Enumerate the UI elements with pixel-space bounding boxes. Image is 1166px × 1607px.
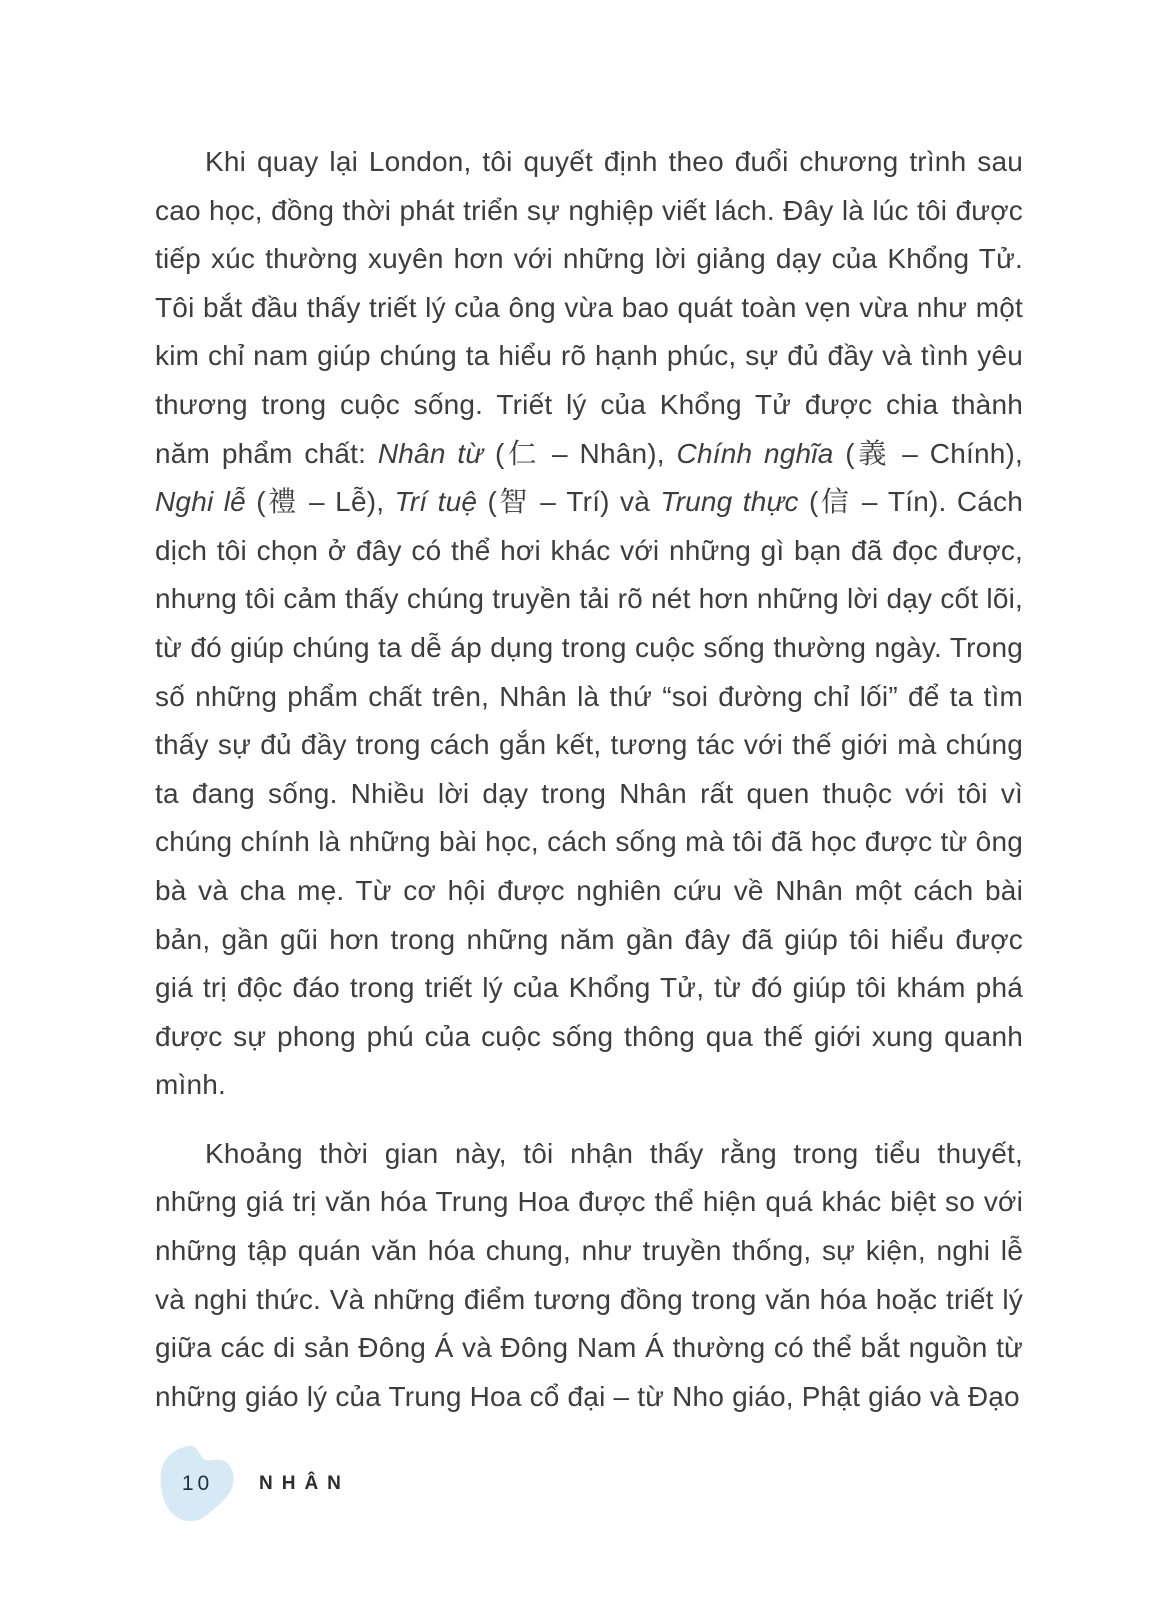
emphasized-text: Trí tuệ (394, 486, 478, 518)
body-text: Khoảng thời gian này, tôi nhận thấy rằng trong tiểu thuyết, những giá trị văn hóa Trung Hoa được thể hiện quá khác biệt so với những tập quán văn hóa chung, như truyền thống, sự kiện, nghi lễ và nghi thức. Và những điểm tương đồng trong văn hóa hoặc triết lý giữa các di sản Đông Á và Đông Nam Á thường có thể bắt nguồn từ những giáo lý của Trung Hoa cổ đại – từ Nho giáo, Phật giáo và Đạo (155, 1137, 1023, 1412)
page-number-blob (155, 1443, 237, 1525)
body-paragraph (155, 1130, 1023, 1422)
emphasized-text: Nghi lễ (155, 486, 246, 518)
emphasized-text: Chính nghĩa (676, 437, 834, 469)
emphasized-text: Trung thực (660, 486, 799, 518)
body-text: Khi quay lại London, tôi quyết định theo đuổi chương trình sau cao học, đồng thời phát triển sự nghiệp viết lách. Đây là lúc tôi được tiếp xúc thường xuyên hơn với những lời giảng dạy của Khổng Tử. Tôi bắt đầu thấy triết lý của ông vừa bao quát toàn vẹn vừa như một kim chỉ nam giúp chúng ta hiểu rõ hạnh phúc, sự đủ đầy và tình yêu thương trong cuộc sống. Triết lý của Khổng Tử được chia thành năm phẩm chất: (155, 146, 1023, 469)
page-footer (155, 1443, 350, 1525)
page-number: 10 (181, 1472, 214, 1495)
body-text: (智 – Trí) và (477, 486, 661, 518)
body-text: (禮 – Lễ), (245, 486, 395, 518)
emphasized-text: Nhân từ (377, 437, 484, 469)
body-text: (義 – Chính), (833, 437, 1023, 469)
page-body-text (155, 138, 1023, 1421)
body-text: (仁 – Nhân), (483, 437, 677, 469)
body-text: (信 – Tín). Cách dịch tôi chọn ở đây có thể hơi khác với những gì bạn đã đọc được, nhưng tôi cảm thấy chúng truyền tải rõ nét hơn những lời dạy cốt lõi, từ đó giúp chúng ta dễ áp dụng trong cuộc sống thường ngày. Trong số những phẩm chất trên, Nhân là thứ “soi đường chỉ lối” để ta tìm thấy sự đủ đầy trong cách gắn kết, tương tác với thế giới mà chúng ta đang sống. Nhiều lời dạy trong Nhân rất quen thuộc với tôi vì chúng chính là những bài học, cách sống mà tôi đã học được từ ông bà và cha mẹ. Từ cơ hội được nghiên cứu về Nhân một cách bài bản, gần gũi hơn trong những năm gần đây đã giúp tôi hiểu được giá trị độc đáo trong triết lý của Khổng Tử, từ đó giúp tôi khám phá được sự phong phú của cuộc sống thông qua thế giới xung quanh mình. (155, 486, 1023, 1101)
footer-book-title: NHÂN (259, 1473, 350, 1494)
body-paragraph (155, 138, 1023, 1110)
